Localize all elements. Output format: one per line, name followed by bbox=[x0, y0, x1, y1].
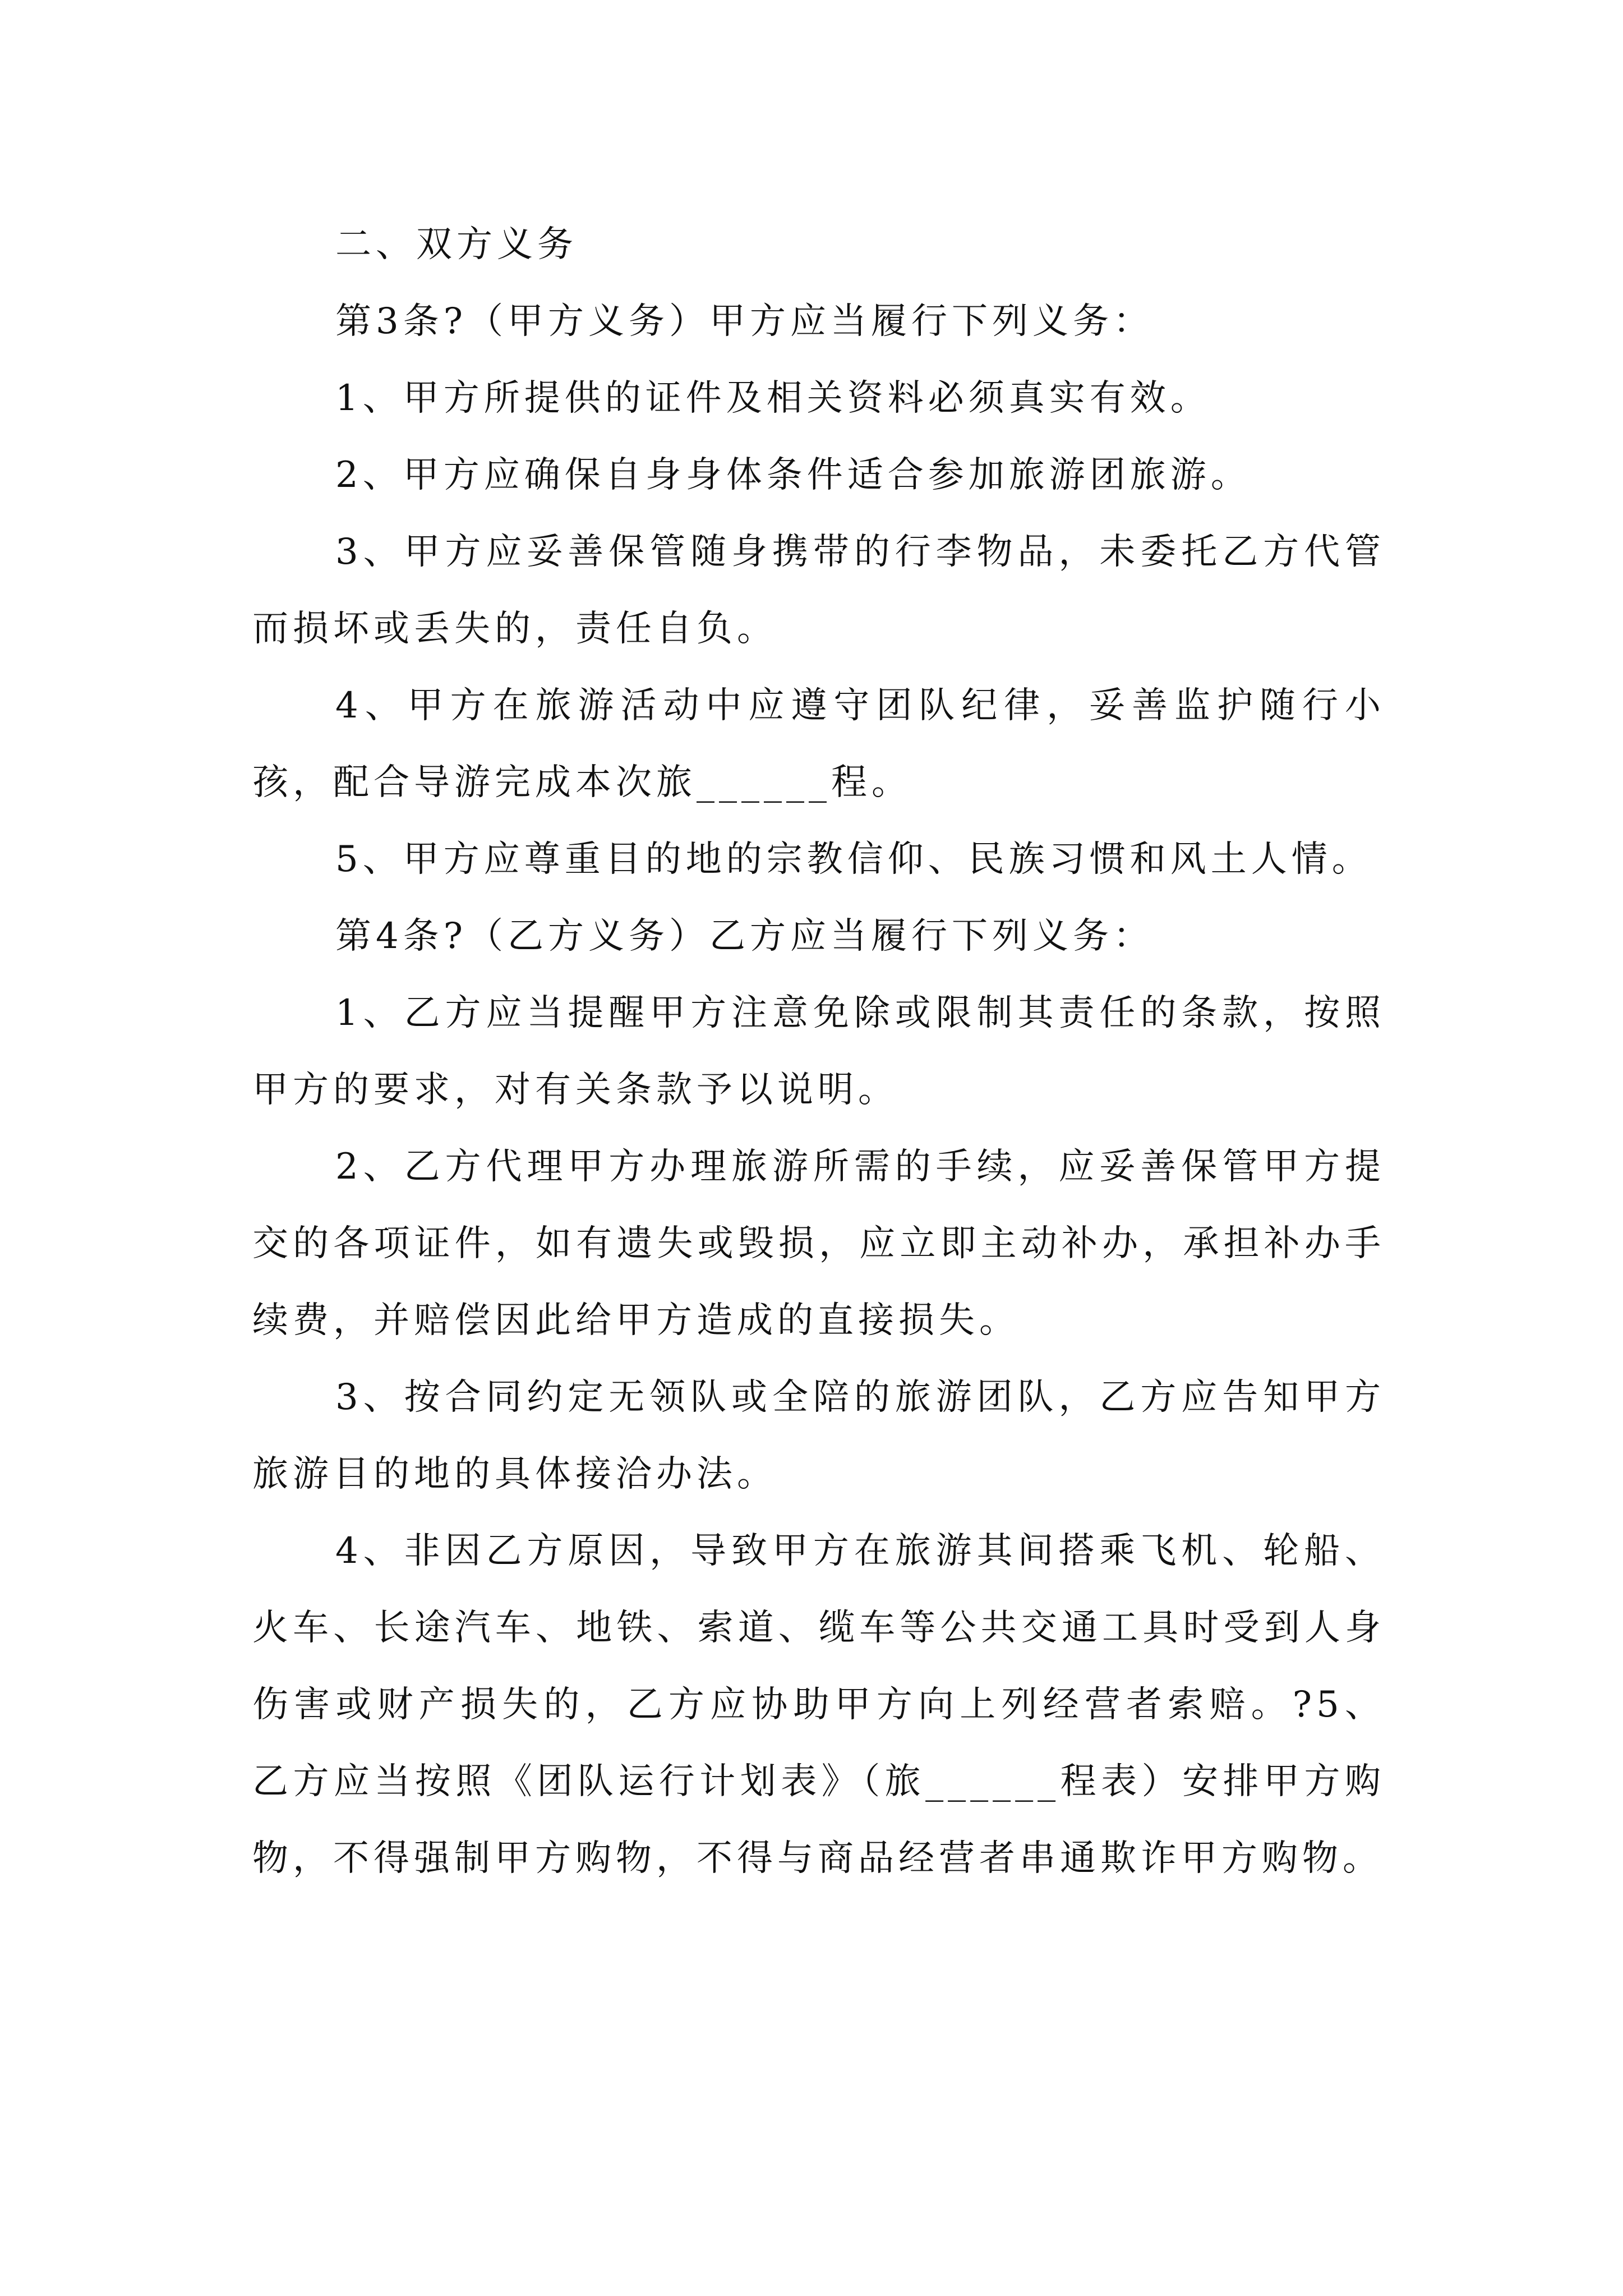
article-4-item-3: 3、按合同约定无领队或全陪的旅游团队，乙方应告知甲方旅游目的地的具体接洽办法。 bbox=[252, 1377, 1385, 1495]
section-heading-mutual-obligations: 二、双方义务 bbox=[335, 224, 578, 265]
article-3-item-4: 4、甲方在旅游活动中应遵守团队纪律，妥善监护随行小孩，配合导游完成本次旅______程。 bbox=[252, 685, 1385, 803]
article-3-heading: 第3条?（甲方义务）甲方应当履行下列义务： bbox=[335, 301, 1154, 342]
article-3-item-5: 5、甲方应尊重目的地的宗教信仰、民族习惯和风土人情。 bbox=[335, 839, 1372, 880]
article-3-item-2: 2、甲方应确保自身身体条件适合参加旅游团旅游。 bbox=[335, 454, 1251, 496]
article-4-item-2: 2、乙方代理甲方办理旅游所需的手续，应妥善保管甲方提交的各项证件，如有遗失或毁损，应立即主动补办，承担补办手续费，并赔偿因此给甲方造成的直接损失。 bbox=[252, 1146, 1385, 1341]
article-3-item-1: 1、甲方所提供的证件及相关资料必须真实有效。 bbox=[335, 378, 1211, 419]
article-4-heading: 第4条?（乙方义务）乙方应当履行下列义务： bbox=[335, 915, 1154, 957]
article-4-item-4-5: 4、非因乙方原因，导致甲方在旅游其间搭乘飞机、轮船、火车、长途汽车、地铁、索道、缆车等公共交通工具时受到人身伤害或财产损失的，乙方应协助甲方向上列经营者索赔。?5、乙方应当按照《团队运行计划表》（旅______程表）安排甲方购物，不得强制甲方购物，不得与商品经营者串通欺诈甲方购物。 bbox=[252, 1530, 1385, 1879]
article-4-item-1: 1、乙方应当提醒甲方注意免除或限制其责任的条款，按照甲方的要求，对有关条款予以说明。 bbox=[252, 992, 1385, 1111]
document-body bbox=[252, 206, 1385, 1897]
article-3-item-3: 3、甲方应妥善保管随身携带的行李物品，未委托乙方代管而损坏或丢失的，责任自负。 bbox=[252, 531, 1385, 650]
